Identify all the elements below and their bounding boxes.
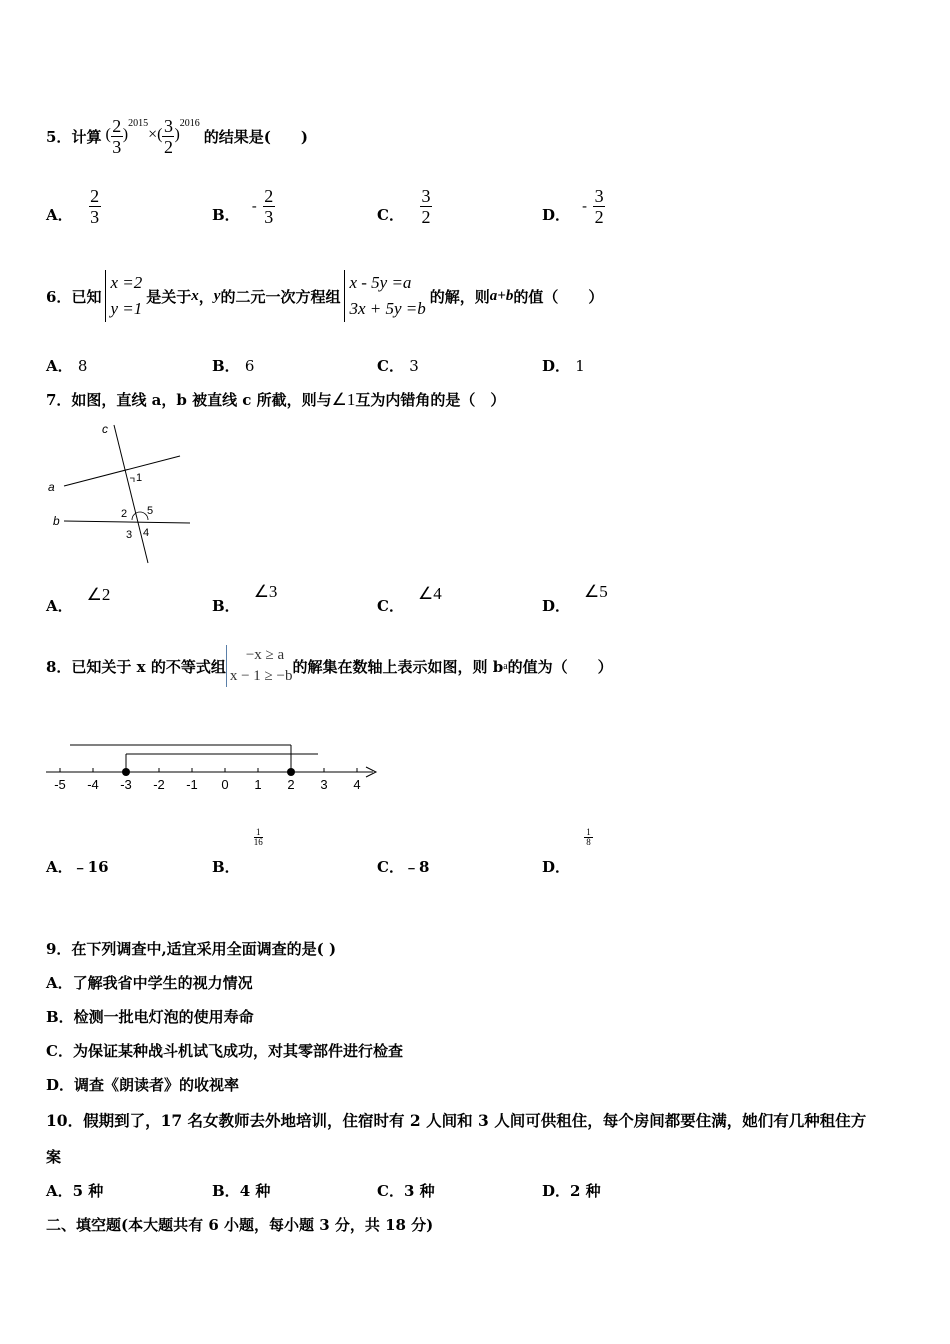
label-1: 1: [136, 472, 143, 484]
q10-option-d: D．2 种: [542, 1182, 601, 1200]
point-2: [287, 768, 295, 776]
q8-stem: 8．已知关于 x 的不等式组 −x ≥ a x − 1 ≥ −b 的解集在数轴上表示如图，则 b a 的值为（ ）: [46, 645, 613, 687]
angle-arc: [132, 512, 148, 520]
q6-system-solution: x =2 y =1: [105, 270, 142, 322]
line-a: [64, 456, 180, 486]
q10-option-b: B．4 种: [212, 1182, 271, 1200]
axis-tick-label: 1: [254, 777, 262, 792]
q5-stem: 5． 计算 ( $\frac{2}{3}$ ) 2015 ×( $\frac{3}{2}$ ) 2016 的结果是( ): [46, 115, 308, 157]
q10-option-a: A．5 种: [46, 1182, 104, 1200]
q8-option-a: A．﹣16: [46, 858, 109, 876]
q5-option-d: D． - $\frac{3}{2}$: [542, 186, 604, 227]
q5-frac2: $\frac{3}{2}$: [163, 115, 173, 157]
q8-number-line: [40, 735, 385, 795]
axis-tick-label: -4: [87, 777, 99, 792]
q10-option-c: C．3 种: [377, 1182, 435, 1200]
axis-tick-label: 3: [320, 777, 328, 792]
label-2: 2: [121, 508, 128, 520]
q8-inequality-system: −x ≥ a x − 1 ≥ −b: [226, 645, 293, 687]
q9-option-c: C．为保证某种战斗机试飞成功，对其零部件进行检查: [46, 1042, 403, 1060]
q7-option-a: A． ∠2: [46, 585, 111, 615]
q8-option-c: C．﹣8: [377, 858, 430, 876]
q9-option-d: D．调查《朗读者》的收视率: [46, 1076, 240, 1094]
q9-option-a: A．了解我省中学生的视力情况: [46, 974, 253, 992]
q7-option-b: B． ∠3: [212, 582, 278, 615]
q10-stem-line2: 案: [46, 1148, 62, 1166]
axis-tick-label: -5: [54, 777, 66, 792]
axis-tick-label: 4: [353, 777, 361, 792]
q5-option-c: C． $\frac{3}{2}$: [377, 186, 431, 227]
label-c: c: [102, 422, 108, 436]
q6-equation-system: x - 5y =a 3x + 5y =b: [344, 270, 425, 322]
q9-option-b: B．检测一批电灯泡的使用寿命: [46, 1008, 254, 1026]
axis-tick-label: -3: [120, 777, 132, 792]
q5-option-a: A． $\frac{2}{3}$: [46, 186, 100, 227]
q6-option-b: B． 6: [212, 357, 255, 375]
label-a: a: [48, 480, 55, 494]
q10-stem-line1: 10．假期到了，17 名女教师去外地培训，住宿时有 2 人间和 3 人间可供租住，每个房间都要住满，她们有几种租住方: [46, 1111, 867, 1130]
q8-option-d: D． $\frac{1}{8}$: [542, 828, 593, 877]
q7-option-d: D． ∠5: [542, 582, 608, 615]
label-4: 4: [143, 527, 150, 539]
label-b: b: [53, 514, 60, 528]
q8-option-b: B． $\frac{1}{16}$: [212, 827, 263, 876]
section-2-heading: 二、填空题(本大题共有 6 小题，每小题 3 分，共 18 分): [46, 1216, 434, 1234]
q7-stem: 7．如图，直线 a，b 被直线 c 所截，则与∠1互为内错角的是（ ）: [46, 390, 506, 409]
label-3: 3: [126, 529, 133, 541]
q7-figure: [44, 420, 194, 570]
label-5: 5: [147, 505, 154, 517]
q5-option-b: B． - $\frac{2}{3}$: [212, 186, 274, 227]
q6-option-d: D． 1: [542, 357, 585, 375]
line-b: [64, 521, 190, 523]
q6-option-c: C． 3: [377, 357, 419, 375]
q5-frac1: $\frac{2}{3}$: [112, 115, 122, 157]
point-neg3: [122, 768, 130, 776]
q7-option-c: C． ∠4: [377, 584, 442, 615]
axis-tick-label: -2: [153, 777, 165, 792]
axis-tick-label: -1: [186, 777, 198, 792]
axis-tick-label: 0: [221, 777, 229, 792]
q9-stem: 9．在下列调查中,适宜采用全面调查的是( ): [46, 940, 337, 958]
q6-stem: 6． 已知 x =2 y =1 是关于 x ， y 的二元一次方程组 x - 5y =a 3x + 5y =b 的解，则 a+b 的值（ ）: [46, 270, 603, 322]
line-c: [114, 425, 148, 563]
q6-option-a: A． 8: [46, 357, 88, 375]
axis-tick-label: 2: [287, 777, 295, 792]
